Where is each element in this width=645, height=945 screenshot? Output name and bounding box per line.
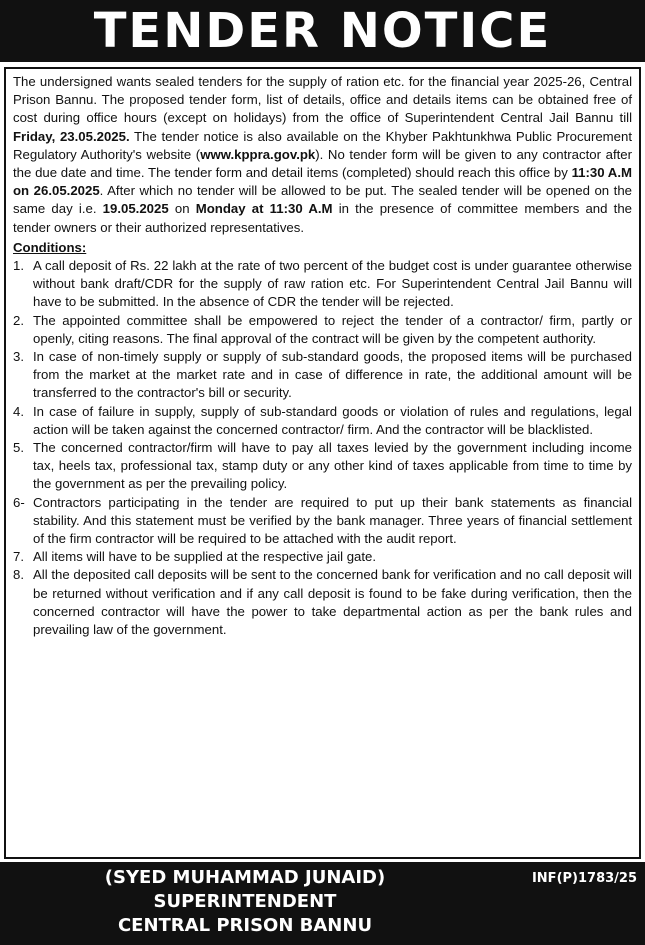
notice-header-banner: [0, 0, 645, 62]
signature-footer: [0, 862, 645, 945]
intro-text-5: on: [168, 201, 196, 217]
condition-item: [13, 439, 632, 494]
condition-text: A call deposit of Rs. 22 lakh at the rate of two percent of the budget cost is under guarantee otherwise without bank draft/CDR for the supply of raw ration etc. For Superintendent Central Jail Bannu will have to be submitted. In the absence of CDR the tender will be rejected.: [33, 258, 632, 310]
signatory-office: CENTRAL PRISON BANNU: [117, 915, 373, 936]
condition-number: 7.: [13, 549, 24, 565]
condition-text: Contractors participating in the tender are required to put up their bank statements as financial stability. And this statement must be verified by the bank manager. Three years of financial settlement of the firm contractor will be required to be attached with the audit report.: [33, 494, 632, 547]
signatory-designation: SUPERINTENDENT: [153, 891, 337, 912]
condition-text: All the deposited call deposits will be sent to the concerned bank for verification and no call deposit will be returned without verification and if any call deposit is found to be fake during verification, then the concerned contractor will have the power to take departmental action as per the bank rules and prevailing law of the government.: [33, 567, 632, 638]
condition-item: [13, 403, 632, 439]
condition-number: 5.: [13, 440, 24, 456]
condition-text: In case of failure in supply, supply of sub-standard goods or violation of rules and regulations, legal action will be taken against the concerned contractor/ firm. And the contractor will be blacklisted.: [33, 403, 632, 437]
intro-text-3: ). No tender form will be given to any contractor after the due date and time. The tender form and detail items (completed) should reach this office by: [13, 146, 633, 181]
condition-number: 6-: [13, 494, 25, 510]
intro-text-6: in the presence of committee members and the tender owners or their authorized representatives.: [13, 201, 632, 235]
condition-item: [13, 566, 632, 639]
opening-date: 19.05.2025: [102, 201, 169, 217]
condition-item: [13, 312, 632, 348]
submission-deadline: 11:30 A.M on 26.05.2025: [13, 165, 632, 199]
intro-text-4: . After which no tender will be allowed to be put. The sealed tender will be opened on the same day i.e.: [13, 183, 632, 217]
signatory-block: [0, 866, 490, 938]
signatory-name: (SYED MUHAMMAD JUNAID): [104, 867, 386, 888]
form-deadline-date: Friday, 23.05.2025.: [13, 128, 130, 144]
opening-time: Monday at 11:30 A.M: [195, 201, 333, 217]
condition-number: 8.: [13, 567, 24, 583]
condition-number: 1.: [13, 258, 24, 274]
intro-text-1: The undersigned wants sealed tenders for the supply of ration etc. for the financial year 2025-26, Central Prison Bannu. The proposed tender form, list of details, office and details items can be obtained free of cost during office hours (except on holidays) from the office of Superintendent Central Jail Bannu till: [13, 74, 632, 126]
conditions-heading: Conditions:: [13, 239, 87, 255]
condition-item: [13, 257, 632, 312]
notice-title: TENDER NOTICE: [93, 3, 552, 59]
intro-paragraph: [13, 73, 632, 237]
condition-text: All items will have to be supplied at the respective jail gate.: [33, 549, 377, 565]
notice-body: [4, 67, 641, 859]
condition-number: 4.: [13, 403, 24, 419]
condition-item: [13, 494, 632, 549]
condition-number: 2.: [13, 312, 24, 328]
kppra-website: www.kppra.gov.pk: [200, 146, 316, 162]
condition-item: [13, 348, 632, 403]
reference-number: INF(P)1783/25: [531, 871, 637, 886]
condition-item: [13, 548, 632, 566]
conditions-list: [13, 257, 632, 639]
condition-text: In case of non-timely supply or supply of sub-standard goods, the proposed items will be purchased from the market at the market rate and in case of difference in rate, the additional amount will be transferred to the contractor's bill or security.: [33, 349, 632, 401]
intro-text-2: The tender notice is also available on the Khyber Pakhtunkhwa Public Procurement Regulatory Authority's website (: [13, 128, 632, 162]
condition-number: 3.: [13, 349, 24, 365]
condition-text: The concerned contractor/firm will have to pay all taxes levied by the government including income tax, heels tax, professional tax, stamp duty or any other kind of taxes applicable from time to time by the government as per the prevailing policy.: [33, 440, 632, 492]
condition-text: The appointed committee shall be empowered to reject the tender of a contractor/ firm, partly or openly, citing reasons. The final approval of the contract will be given by the competent authority.: [33, 312, 632, 346]
